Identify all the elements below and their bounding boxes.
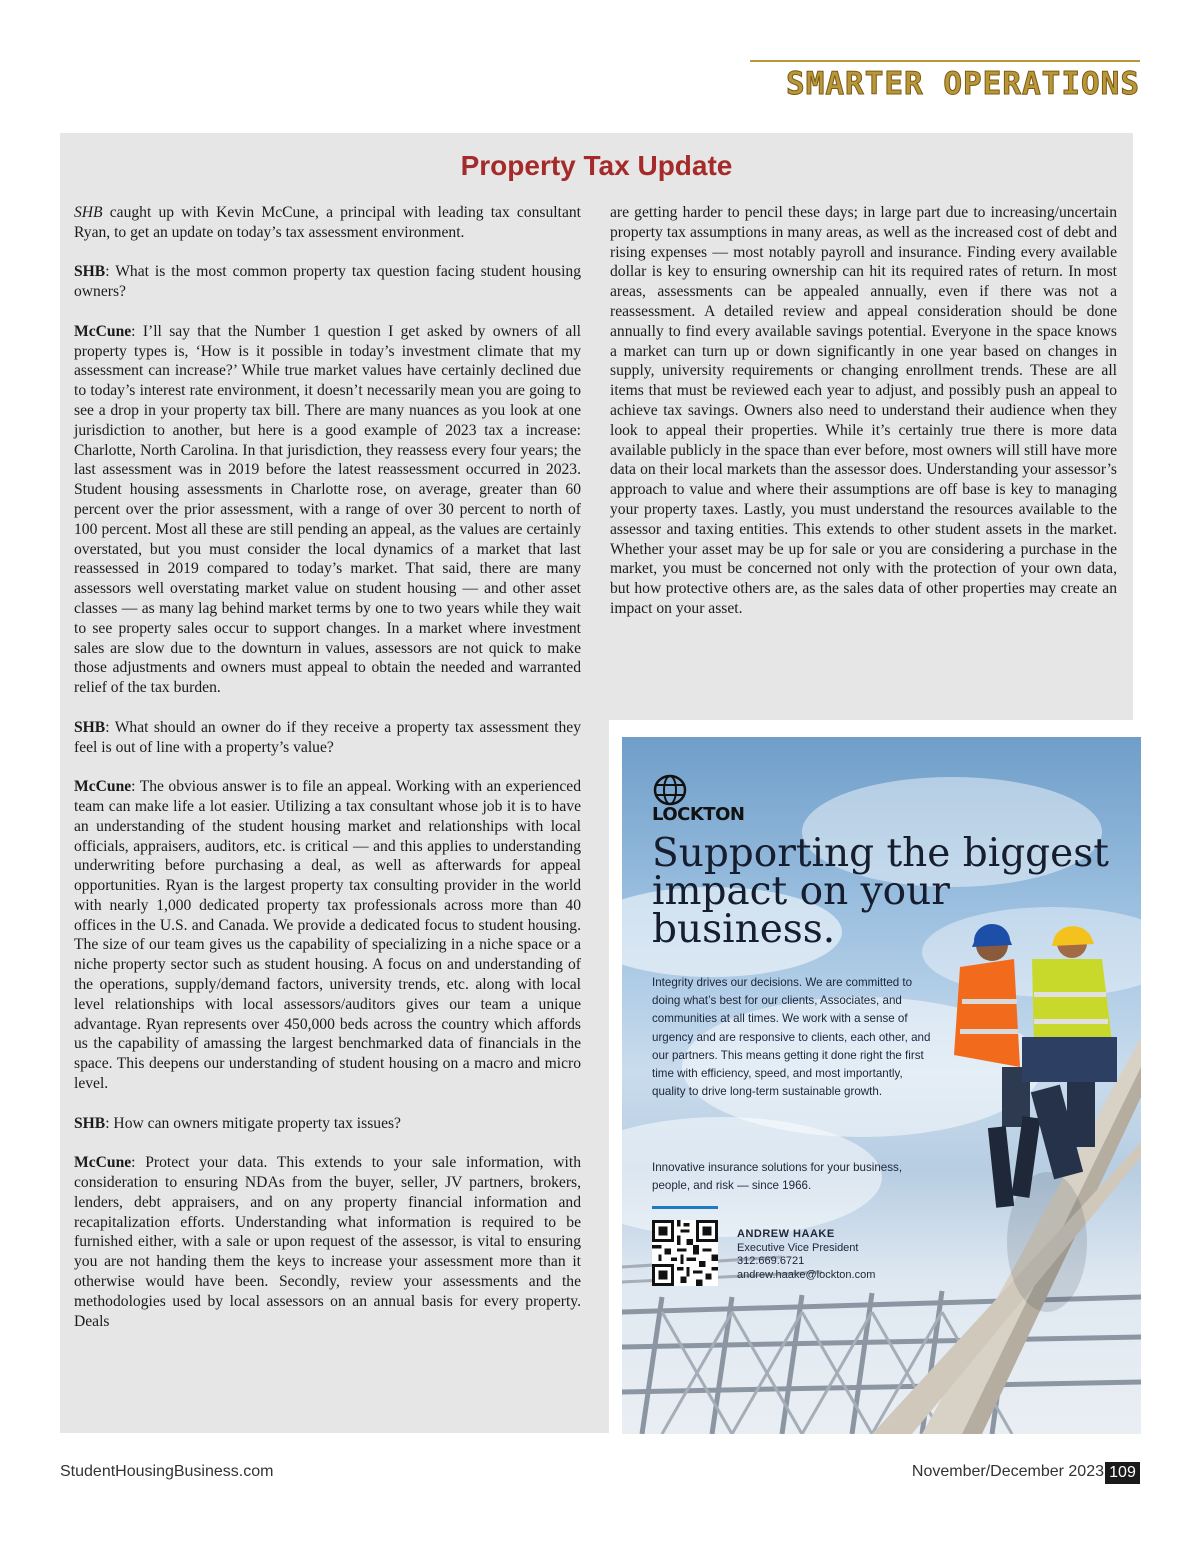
lockton-globe-icon [650,773,690,807]
article-title: Property Tax Update [460,150,733,181]
footer-issue: November/December 2023 [911,1463,1104,1480]
article-paragraph: are getting harder to pencil these days; in large part due to increasing/uncertain property tax assumptions in many areas, as well as the increased cost of debt and rising expenses — most notably payroll and insurance. Finding every available dollar is key to ensuring ownership can hit its required rates of return. In most areas, assessments can be appealed annually, even if there was not a reassessment. A detailed review and appeal consideration should be done annually to find every available savings potential. Everyone in the space knows a market can turn up or down significantly in one year based on changes in supply, university requirements or changing enrollment trends. These are all items that must be reviewed each year to adjust, and possibly push an appeal to achieve tax savings. Owners also need to understand their audience when they look to appeal their properties. While it’s certainly true there is more data available publicly in the space than ever before, most owners will still have more data on their local markets than the assessor does. Understanding your assessor’s approach to value and where their assumptions are off base is key to managing your property taxes. Lastly, you must understand the resources available to the assessor and taxing entities. This extends to other student assets in the market. Whether your asset may be up for sale or you are considering a purchase in the market, you must be concerned not only with the protection of your own data, but how protective others are, as the sales data of other properties may create an impact on your asset. [610,204,1117,617]
paragraph-lead: SHB [74,1114,106,1132]
paragraph-text: : What is the most common property tax question facing student housing owners? [74,263,581,301]
article-left-column [74,203,581,1331]
contact-title: Executive Vice President [737,1241,859,1254]
lockton-advertisement[interactable] [622,737,1141,1434]
paragraph-text: : Protect your data. This extends to your sale information, with consideration to ensuring NDAs from the buyer, seller, JV partners, brokers, lenders, debt appraisers, and on any property financial information and recapitalization efforts. Understanding what information is required to be furnished either, with a sale or upon request of the assessor, is vital to ensuring you are not handing them the keys to increase your assessment more than it otherwise would have been. Secondly, review your assessments and the methodologies used by local assessors on an annual basis for every property. Deals [74,1154,581,1330]
ad-accent-rule [652,1206,718,1209]
contact-email[interactable]: andrew.haake@lockton.com [737,1268,876,1281]
paragraph-text: : What should an owner do if they receive a property tax assessment they feel is out of line with a property’s value? [74,718,581,756]
article-paragraph [74,1153,581,1331]
paragraph-text: : I’ll say that the Number 1 question I get asked by owners of all property types is, ‘How is it possible in today’s investment climate that my assessment can increase?’ While true market values have certainly declined due to today’s interest rate environment, it doesn’t necessarily mean you are going to see a drop in your property tax bill. There are many nuances as you look at one jurisdiction to another, but here is a good example of 2023 tax a increase: Charlotte, North Carolina. In that jurisdiction, they reassess every four years; the last assessment was in 2019 before the latest reassessment occurred in 2023. Student housing assessments in Charlotte rose, on average, greater than 60 percent over the prior assessment, with a range of over 30 percent to north of 100 percent. Most all these are still pending an appeal, as the values are certainly overstated, but you must consider the local dynamics of a market that last reassessed in 2019 compared to today’s market. That said, there are many assessors well overstating market value on student housing — and other asset classes — as many lag behind market terms by one to two years while they wait to see property sales occur to support changes. In a market where investment sales are slow due to the downturn in values, assessors are not quick to make those adjustments and owners must appeal to obtain the needed and warranted relief of the tax burden. [74,322,581,697]
section-title: SMARTER OPERATIONS [786,66,1140,102]
ad-tagline: Innovative insurance solutions for your business, people, and risk — since 1966. [652,1161,903,1193]
paragraph-lead: SHB [74,718,106,736]
article-paragraph [74,718,581,758]
ad-body: Integrity drives our decisions. We are committed to doing what’s best for our clients, Associates, and communities at all times. We work with a sense of urgency and are responsive to clients, each other, and our partners. This means getting it done right the first time with efficiency, speed, and most importantly, quality to drive long-term sustainable growth. [652,976,931,1099]
qr-code-icon[interactable] [652,1220,718,1286]
lockton-logo: LOCKTON [652,804,745,825]
article-paragraph [74,777,581,1094]
ad-contact [737,1228,875,1282]
contact-phone[interactable]: 312.669.6721 [737,1255,805,1267]
paragraph-text: caught up with Kevin McCune, a principal with leading tax consultant Ryan, to get an update on today’s tax assessment environment. [74,204,581,241]
article-paragraph [74,1114,581,1134]
article-right-column [610,203,1117,619]
paragraph-lead: McCune [74,322,132,340]
footer-website[interactable]: StudentHousingBusiness.com [60,1463,274,1480]
article-paragraph [74,203,581,243]
section-rule [750,60,1140,62]
paragraph-lead: McCune [74,778,132,796]
paragraph-lead: SHB [74,263,106,281]
article-paragraph [74,322,581,698]
page-number: 109 [1105,1462,1140,1484]
paragraph-text: : How can owners mitigate property tax issues? [105,1114,401,1132]
paragraph-lead: McCune [74,1154,132,1172]
paragraph-text: : The obvious answer is to file an appeal. Working with an experienced team can make life a lot easier. Utilizing a tax consultant whose job it is to have an understanding of the student housing market and relationships with local officials, appraisers, auditors, etc. is critical — and this applies to understanding underwriting before purchasing a deal, as well as afterwards for appeal opportunities. Ryan is the largest property tax consulting provider in the world with nearly 1,000 dedicated property tax professionals across more than 40 offices in the U.S. and Canada. We provide a dedicated focus to student housing. The size of our team gives us the capability of specializing in a niche space or a niche property sector such as student housing. A focus on and understanding of the operations, supply/demand factors, university trends, etc. along with local level relationships with local assessors/auditors gives our team a unique advantage. Ryan represents over 450,000 beds across the country which affords us the capability of amassing the largest benchmarked data of financials in the space. This deepens our understanding of student housing on a macro and micro level. [74,778,581,1093]
ad-headline: Supporting the biggest impact on your business. [652,831,1109,952]
paragraph-lead: SHB [74,204,103,221]
article-paragraph [74,262,581,302]
contact-name: ANDREW HAAKE [737,1228,835,1240]
